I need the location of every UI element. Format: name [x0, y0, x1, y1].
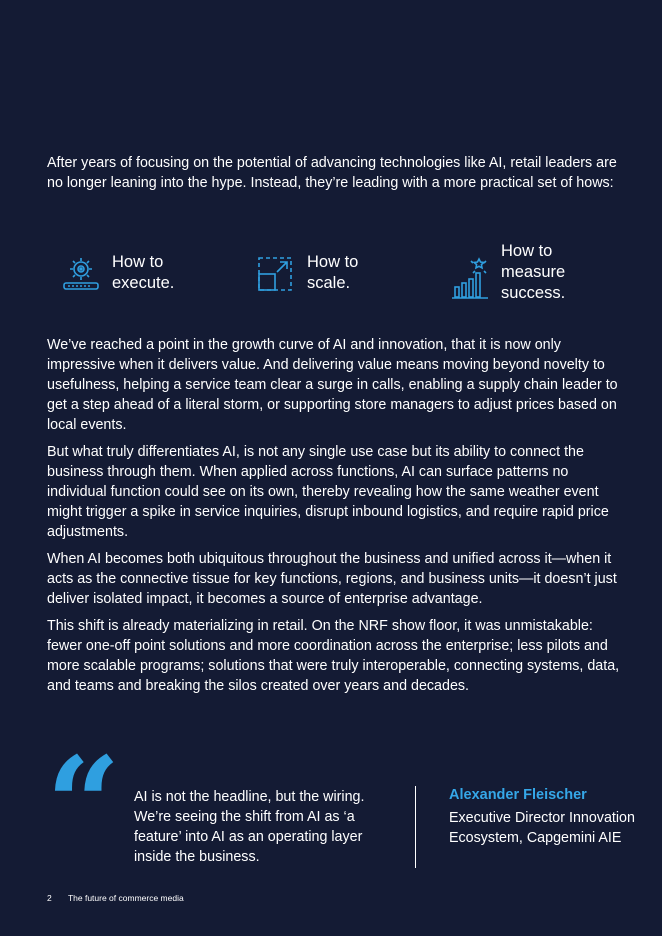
body-text [47, 335, 622, 703]
how-label: How to execute. [112, 253, 175, 292]
divider [415, 786, 416, 868]
paragraph: When AI becomes both ubiquitous throughout the business and unified across it—when it acts as the connective tissue for key functions, regions, and business units—it doesn’t just deliver isolated impact, it becomes a source of enterprise advantage. [47, 551, 617, 607]
intro-paragraph: After years of focusing on the potential of advancing technologies like AI, retail leaders are no longer leaning into the hype. Instead, they’re leading with a more practical set of hows: [47, 155, 617, 191]
quote-mark-icon: “ [46, 728, 121, 881]
how-label: How to measure success. [501, 242, 566, 302]
paragraph: We’ve reached a point in the growth curve of AI and innovation, that it is now only impressive when it delivers value. And delivering value means moving beyond novelty to usefulness, helping a service team clear a surge in calls, enabling a supply chain leader to get a step ahead of a literal storm, or supporting store managers to adjust prices based on local events. [47, 337, 618, 433]
bar-chart-star-icon [451, 255, 489, 301]
scale-icon [257, 254, 295, 292]
how-scale [257, 252, 358, 294]
quote-text: AI is not the headline, but the wiring. We’re seeing the shift from AI as ‘a feature’ into AI as an operating layer inside the business. [134, 789, 365, 865]
document-title: The future of commerce media [67, 893, 184, 903]
paragraph: But what truly differentiates AI, is not any single use case but its ability to connect the business through them. When applied across functions, AI can surface patterns no individual function could see on its own, thereby revealing how the same weather event might trigger a spike in service inquiries, disrupt inbound logistics, and require rapid price adjustments. [47, 444, 609, 540]
author-role: Executive Director Innovation Ecosystem, Capgemini AIE [449, 810, 635, 846]
hows-row [0, 240, 662, 310]
gear-icon [62, 254, 100, 292]
how-measure [451, 241, 565, 304]
paragraph: This shift is already materializing in retail. On the NRF show floor, it was unmistakable: fewer one-off point solutions and more coordination across the enterprise; less pilots and more scalable programs; solutions that were truly interoperable, connecting systems, data, and teams and breaking the silos created over years and decades. [47, 618, 620, 694]
author-name: Alexander Fleischer [449, 787, 587, 803]
footer [47, 893, 198, 903]
how-execute [62, 252, 174, 294]
quote-author [449, 785, 649, 848]
page-number: 2 [47, 893, 52, 903]
how-label: How to scale. [307, 253, 359, 292]
